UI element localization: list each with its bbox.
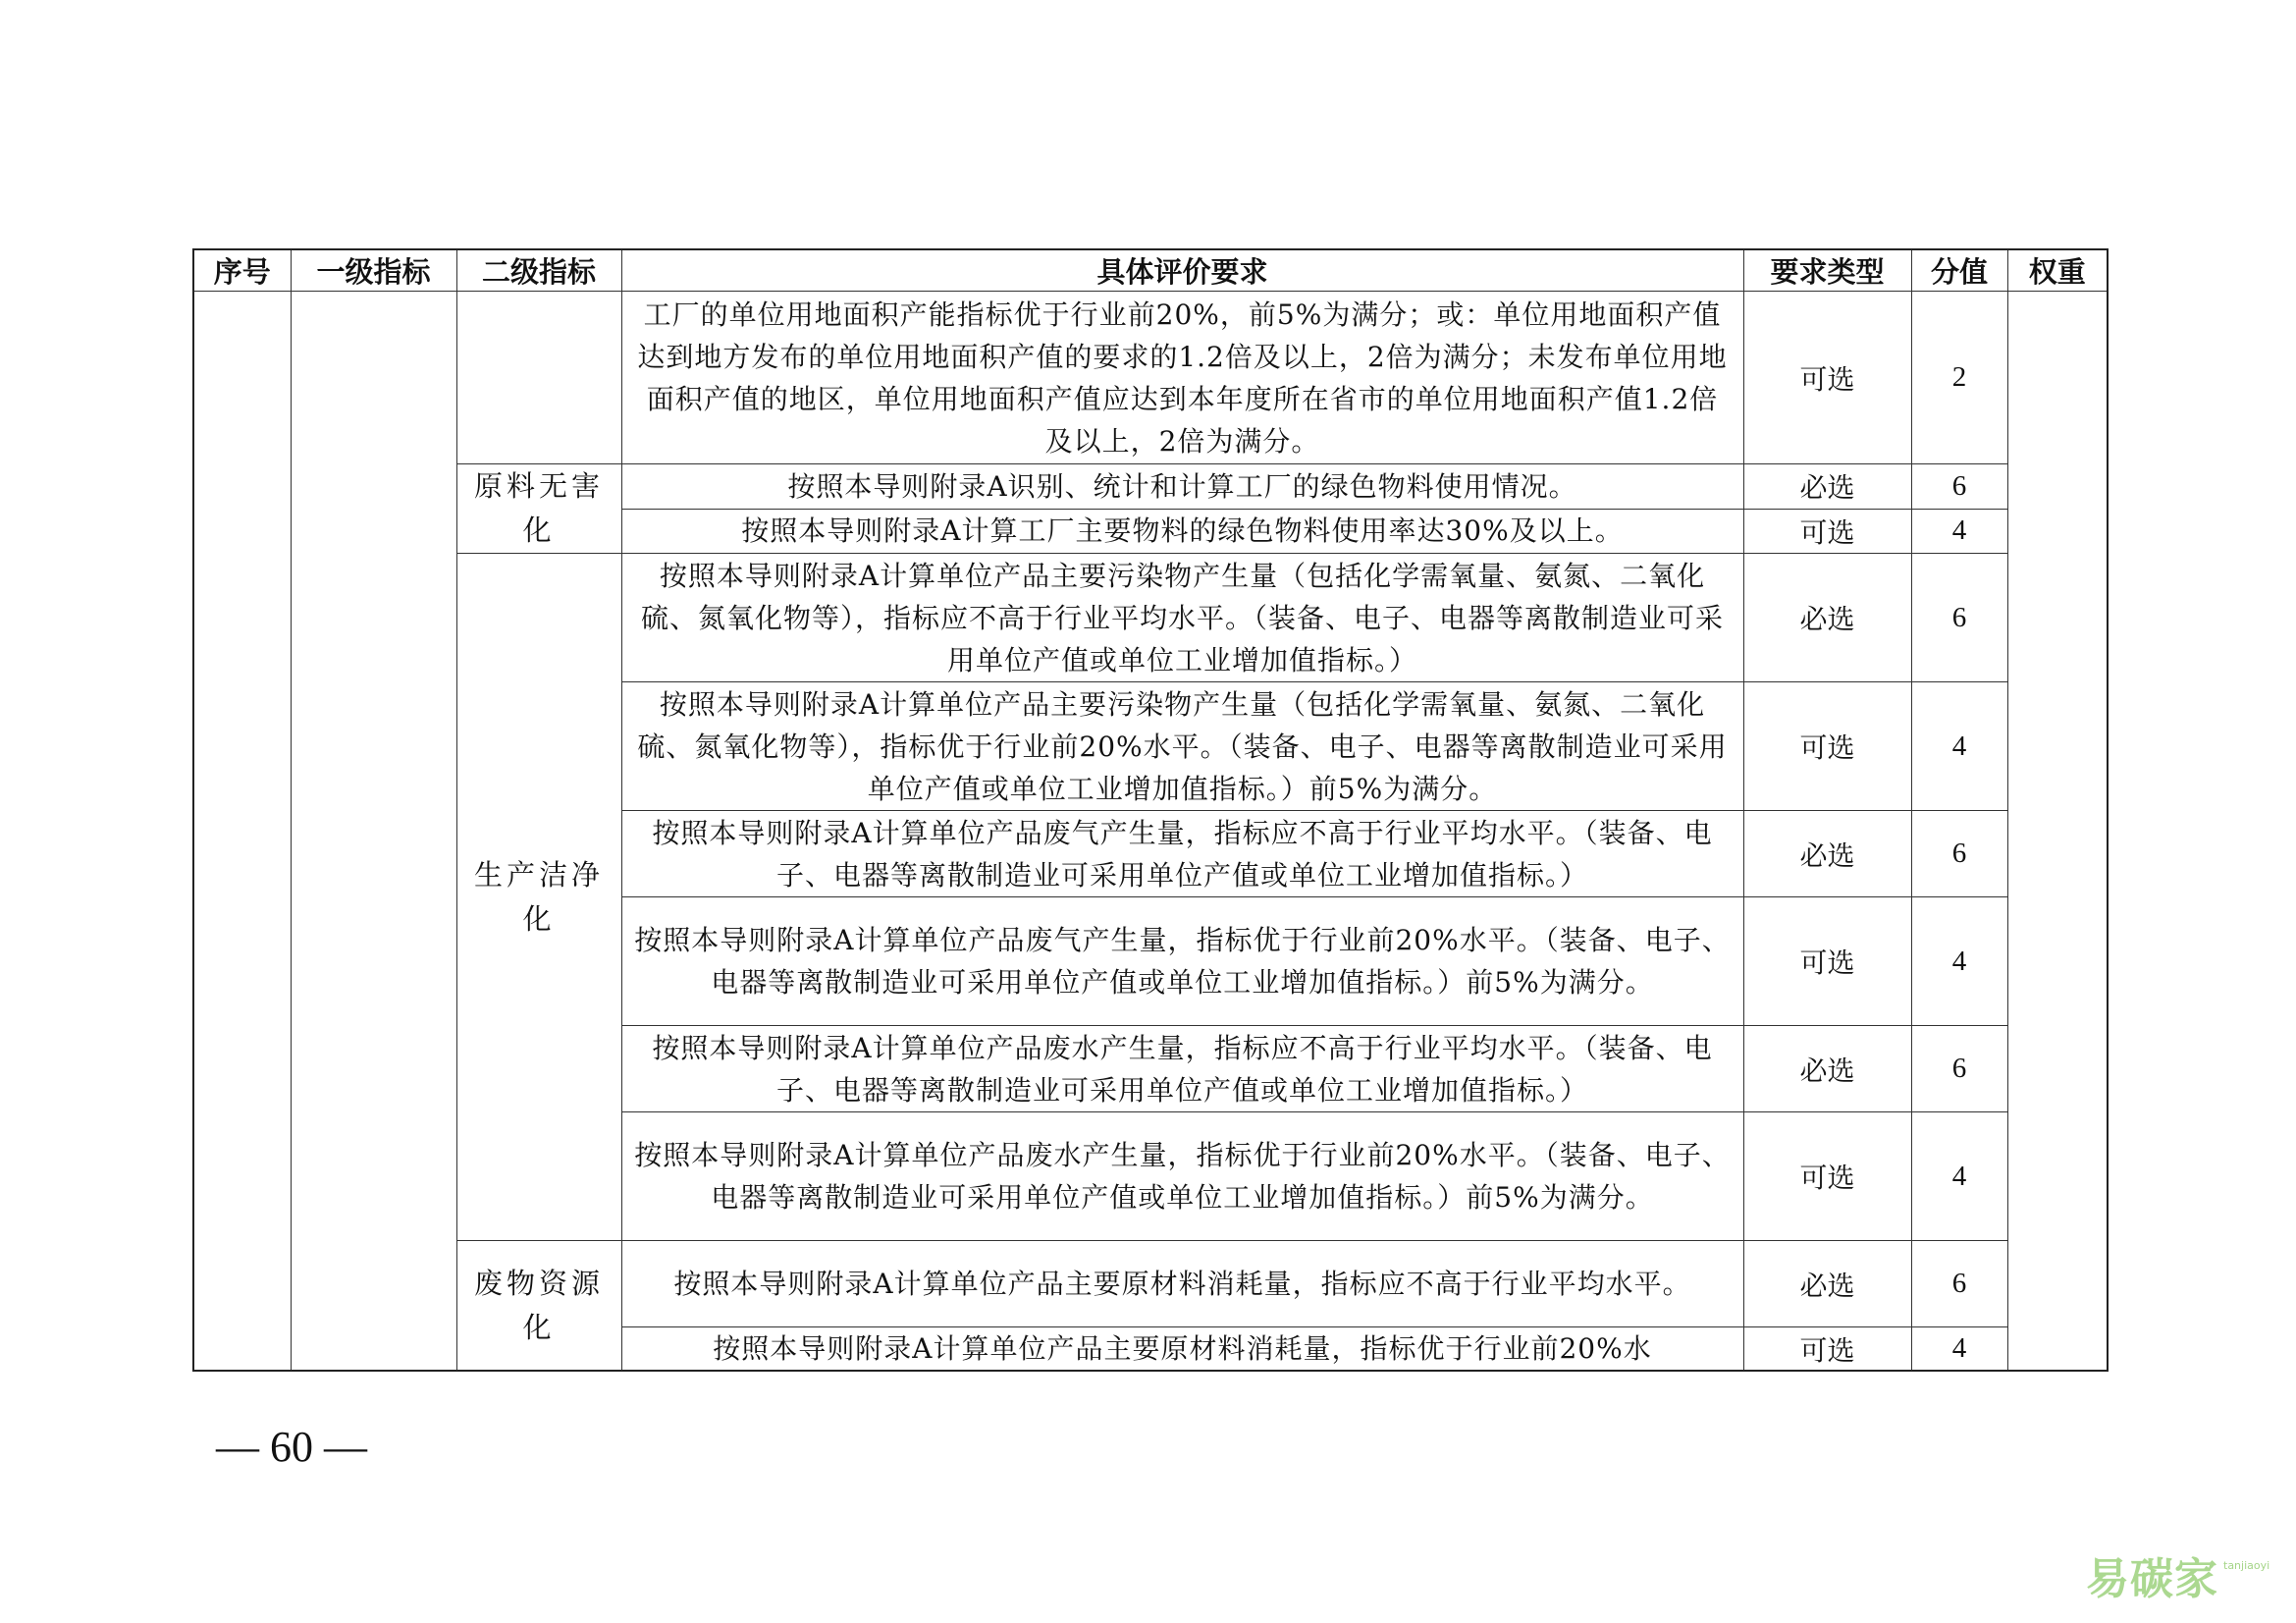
requirement-type-cell: 必选 <box>1743 1241 1911 1327</box>
header-score: 分值 <box>1911 249 2007 292</box>
requirement-cell: 按照本导则附录A计算单位产品主要污染物产生量（包括化学需氧量、氨氮、二氧化硫、氮氧化物等），指标优于行业前20%水平。（装备、电子、电器等离散制造业可采用单位产值或单位工业增加值指标。）前5%为满分。 <box>621 682 1743 811</box>
requirement-cell: 按照本导则附录A计算单位产品主要污染物产生量（包括化学需氧量、氨氮、二氧化硫、氮氧化物等），指标应不高于行业平均水平。（装备、电子、电器等离散制造业可采用单位产值或单位工业增加值指标。） <box>621 554 1743 682</box>
table-row <box>193 554 2108 682</box>
requirement-cell: 按照本导则附录A计算工厂主要物料的绿色物料使用率达30%及以上。 <box>621 509 1743 554</box>
table-header-row <box>193 249 2108 292</box>
table-row <box>193 292 2108 464</box>
score-cell: 4 <box>1911 1327 2007 1372</box>
score-cell: 6 <box>1911 1241 2007 1327</box>
score-cell: 6 <box>1911 554 2007 682</box>
watermark-logo-subtext: tanjiaoyi <box>2223 1559 2270 1572</box>
weight-cell <box>2007 292 2108 1372</box>
requirement-cell: 按照本导则附录A计算单位产品主要原材料消耗量，指标优于行业前20%水 <box>621 1327 1743 1372</box>
level2-cell: 废物资源化 <box>456 1241 621 1372</box>
level1-cell <box>291 292 456 1372</box>
requirement-type-cell: 必选 <box>1743 811 1911 897</box>
level2-cell: 原料无害化 <box>456 464 621 554</box>
requirement-type-cell: 可选 <box>1743 509 1911 554</box>
score-cell: 6 <box>1911 1026 2007 1112</box>
score-cell: 6 <box>1911 464 2007 510</box>
score-cell: 4 <box>1911 1112 2007 1241</box>
level2-cell <box>456 292 621 464</box>
requirement-cell: 按照本导则附录A计算单位产品废气产生量，指标优于行业前20%水平。（装备、电子、电器等离散制造业可采用单位产值或单位工业增加值指标。）前5%为满分。 <box>621 897 1743 1026</box>
header-level1-indicator: 一级指标 <box>291 249 456 292</box>
table-row <box>193 464 2108 510</box>
requirement-type-cell: 必选 <box>1743 1026 1911 1112</box>
table-row <box>193 1241 2108 1327</box>
score-cell: 4 <box>1911 897 2007 1026</box>
requirement-type-cell: 可选 <box>1743 292 1911 464</box>
serial-cell <box>193 292 291 1372</box>
requirement-type-cell: 可选 <box>1743 1112 1911 1241</box>
header-requirements: 具体评价要求 <box>621 249 1743 292</box>
watermark-logo-text: 易碳家 <box>2086 1554 2218 1604</box>
requirement-cell: 按照本导则附录A计算单位产品废水产生量，指标应不高于行业平均水平。（装备、电子、电器等离散制造业可采用单位产值或单位工业增加值指标。） <box>621 1026 1743 1112</box>
requirement-cell: 按照本导则附录A计算单位产品废水产生量，指标优于行业前20%水平。（装备、电子、电器等离散制造业可采用单位产值或单位工业增加值指标。）前5%为满分。 <box>621 1112 1743 1241</box>
requirement-type-cell: 必选 <box>1743 554 1911 682</box>
score-cell: 4 <box>1911 509 2007 554</box>
requirement-cell: 按照本导则附录A计算单位产品废气产生量，指标应不高于行业平均水平。（装备、电子、电器等离散制造业可采用单位产值或单位工业增加值指标。） <box>621 811 1743 897</box>
page-number: — 60 — <box>216 1423 367 1471</box>
requirement-cell: 工厂的单位用地面积产能指标优于行业前20%，前5%为满分；或：单位用地面积产值达到地方发布的单位用地面积产值的要求的1.2倍及以上，2倍为满分；未发布单位用地面积产值的地区，单位用地面积产值应达到本年度所在省市的单位用地面积产值1.2倍及以上，2倍为满分。 <box>621 292 1743 464</box>
header-level2-indicator: 二级指标 <box>456 249 621 292</box>
header-requirement-type: 要求类型 <box>1743 249 1911 292</box>
level2-cell: 生产洁净化 <box>456 554 621 1241</box>
requirement-cell: 按照本导则附录A识别、统计和计算工厂的绿色物料使用情况。 <box>621 464 1743 510</box>
requirement-type-cell: 必选 <box>1743 464 1911 510</box>
requirement-type-cell: 可选 <box>1743 682 1911 811</box>
requirement-cell: 按照本导则附录A计算单位产品主要原材料消耗量，指标应不高于行业平均水平。 <box>621 1241 1743 1327</box>
header-serial: 序号 <box>193 249 291 292</box>
watermark-logo <box>2086 1543 2272 1604</box>
score-cell: 4 <box>1911 682 2007 811</box>
requirement-type-cell: 可选 <box>1743 1327 1911 1372</box>
evaluation-table <box>192 248 2109 1372</box>
requirement-type-cell: 可选 <box>1743 897 1911 1026</box>
score-cell: 6 <box>1911 811 2007 897</box>
score-cell: 2 <box>1911 292 2007 464</box>
header-weight: 权重 <box>2007 249 2108 292</box>
